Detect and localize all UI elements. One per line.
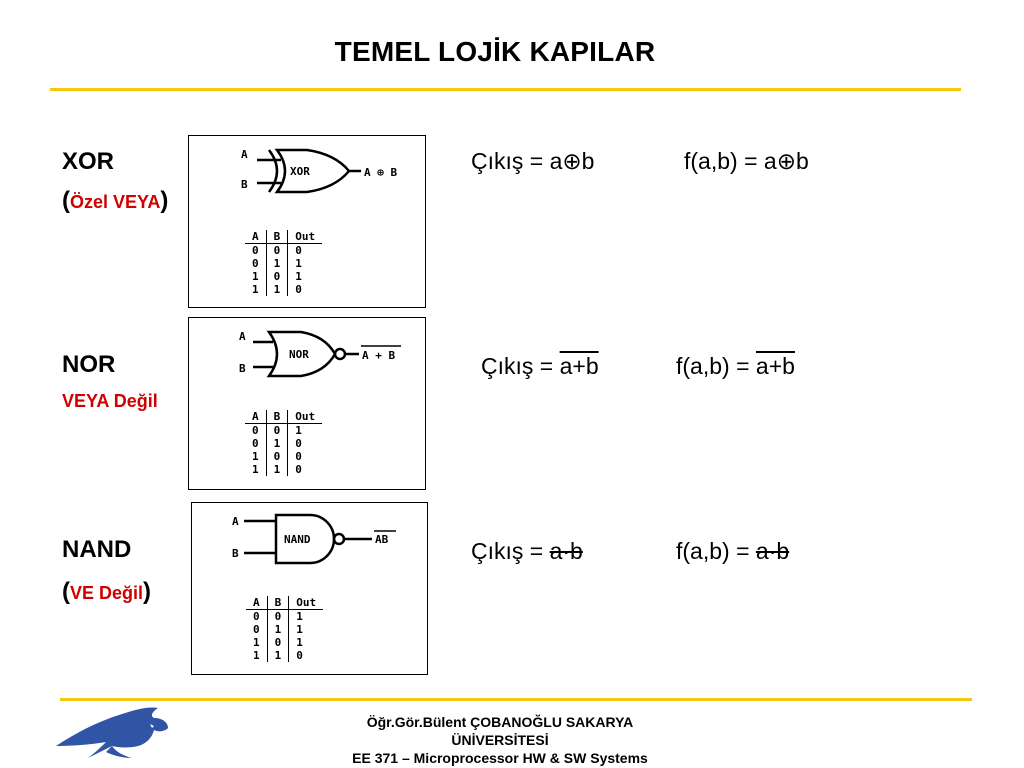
xor-diagram-panel: [188, 135, 426, 308]
nand-gate-label: NAND: [284, 533, 311, 546]
footer-line-1: Öğr.Gör.Bülent ÇOBANOĞLU SAKARYA: [366, 714, 634, 730]
cell: 1: [266, 463, 288, 476]
nand-gate-symbol: [192, 503, 427, 603]
nor-cikis-value: a+b: [559, 353, 599, 379]
table-row: [246, 610, 323, 624]
table-row: [245, 270, 322, 283]
cell: 1: [252, 450, 259, 463]
xor-truth-table: [245, 230, 322, 296]
table-row: [245, 283, 322, 296]
nor-f-prefix: f(a,b) =: [676, 353, 756, 379]
cell: 1: [266, 257, 288, 270]
nor-th-b: B: [266, 410, 288, 424]
footer-text: [290, 713, 710, 767]
nand-f-prefix: f(a,b) =: [676, 538, 756, 564]
table-row: [245, 463, 322, 476]
nor-th-a: A: [245, 410, 266, 424]
title-rule: [50, 88, 961, 91]
nor-cikis-prefix: Çıkış =: [481, 353, 560, 379]
xor-output-label: A ⊕ B: [364, 166, 398, 179]
nand-f-value: a·b: [755, 538, 790, 564]
cell: 0: [267, 636, 289, 649]
nand-subtitle: [62, 578, 151, 606]
xor-f-expr: [684, 148, 809, 175]
cell: 0: [267, 610, 289, 624]
nand-input-a-label: A: [232, 515, 239, 528]
xor-cikis-value: a⊕b: [549, 148, 595, 174]
xor-name: XOR: [62, 148, 115, 175]
cell: 1: [252, 463, 259, 476]
cell: 0: [288, 437, 322, 450]
xor-gate-symbol: [189, 136, 425, 236]
nand-cikis-expr: [471, 538, 583, 565]
xor-th-a: A: [245, 230, 266, 244]
footer-rule: [60, 698, 972, 701]
cell: 1: [266, 437, 288, 450]
cell: 0: [288, 244, 322, 258]
xor-input-a-label: A: [241, 148, 248, 161]
cell: 0: [266, 244, 288, 258]
cell: 0: [266, 424, 288, 438]
cell: 1: [288, 424, 322, 438]
nor-th-out: Out: [288, 410, 322, 424]
table-row: [245, 244, 322, 258]
nand-diagram-panel: [191, 502, 428, 675]
cell: 1: [252, 283, 259, 296]
table-row: [245, 424, 322, 438]
xor-f-value: a⊕b: [763, 148, 809, 174]
xor-th-b: B: [266, 230, 288, 244]
table-row: [245, 450, 322, 463]
cell: 1: [288, 270, 322, 283]
nand-th-out: Out: [289, 596, 323, 610]
cell: 1: [289, 610, 323, 624]
nand-f-expr: [676, 538, 789, 565]
nand-cikis-prefix: Çıkış =: [471, 538, 550, 564]
cell: 0: [288, 283, 322, 296]
table-row: [246, 649, 323, 662]
nand-truth-table: [246, 596, 323, 662]
xor-f-prefix: f(a,b) =: [684, 148, 764, 174]
table-row: [245, 437, 322, 450]
nor-subtitle: VEYA Değil: [62, 391, 158, 411]
cell: 1: [253, 636, 260, 649]
xor-th-out: Out: [288, 230, 322, 244]
cell: 0: [252, 244, 259, 257]
nor-cikis-expr: [481, 353, 599, 380]
xor-gate-label: XOR: [290, 165, 310, 178]
cell: 1: [253, 649, 260, 662]
table-row: [245, 257, 322, 270]
nand-th-b: B: [267, 596, 289, 610]
xor-subtitle-text: Özel VEYA: [70, 192, 161, 212]
nor-gate-label: NOR: [289, 348, 309, 361]
xor-cikis-prefix: Çıkış =: [471, 148, 550, 174]
cell: 0: [266, 450, 288, 463]
cell: 1: [289, 623, 323, 636]
nor-name: NOR: [62, 351, 116, 378]
cell: 0: [252, 424, 259, 437]
nand-input-b-label: B: [232, 547, 239, 560]
xor-subtitle: [62, 187, 168, 215]
footer-line-3: EE 371 – Microprocessor HW & SW Systems: [352, 750, 648, 766]
cell: 0: [266, 270, 288, 283]
nor-input-a-label: A: [239, 330, 246, 343]
cell: 0: [288, 463, 322, 476]
nor-gate-symbol: [189, 318, 425, 418]
cell: 1: [288, 257, 322, 270]
xor-paren-close: ): [160, 187, 169, 214]
nand-th-a: A: [246, 596, 267, 610]
table-row: [246, 636, 323, 649]
nor-f-expr: [676, 353, 795, 380]
nor-diagram-panel: [188, 317, 426, 490]
nand-paren-open: (: [62, 578, 70, 605]
cell: 1: [252, 270, 259, 283]
cell: 0: [288, 450, 322, 463]
nand-paren-close: ): [143, 578, 152, 605]
nand-name: NAND: [62, 536, 132, 563]
cell: 0: [253, 623, 260, 636]
nor-truth-table: [245, 410, 322, 476]
xor-cikis-expr: [471, 148, 594, 175]
panther-logo: [54, 700, 174, 762]
cell: 0: [289, 649, 323, 662]
nor-input-b-label: B: [239, 362, 246, 375]
xor-input-b-label: B: [241, 178, 248, 191]
cell: 0: [252, 437, 259, 450]
cell: 0: [252, 257, 259, 270]
table-row: [246, 623, 323, 636]
cell: 1: [266, 283, 288, 296]
cell: 1: [267, 623, 289, 636]
nand-subtitle-text: VE Değil: [70, 583, 144, 603]
nor-f-value: a+b: [755, 353, 795, 379]
footer-line-2: ÜNİVERSİTESİ: [451, 732, 549, 748]
nor-output-label: A + B: [362, 349, 396, 362]
cell: 1: [267, 649, 289, 662]
nand-output-label: AB: [375, 533, 389, 546]
xor-paren-open: (: [62, 187, 70, 214]
cell: 1: [289, 636, 323, 649]
cell: 0: [253, 610, 260, 623]
nand-cikis-value: a·b: [549, 538, 583, 564]
page-title: TEMEL LOJİK KAPILAR: [334, 36, 656, 67]
